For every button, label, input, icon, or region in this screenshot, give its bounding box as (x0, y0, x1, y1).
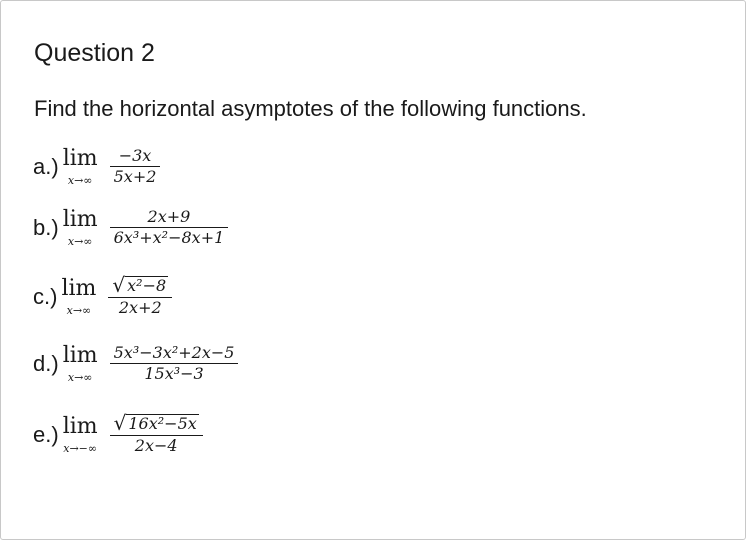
denominator: 2x+2 (118, 298, 162, 318)
numerator: −3x (118, 146, 152, 165)
limit-operator: lim x→∞ (62, 342, 98, 384)
fraction (110, 413, 203, 456)
problem-c (33, 275, 172, 318)
numerator: 2x+9 (147, 207, 191, 226)
limit-subscript: x→−∞ (63, 441, 98, 455)
limit-subscript: x→∞ (66, 303, 92, 317)
limit-subscript: x→∞ (67, 234, 93, 248)
problem-e (33, 413, 203, 456)
limit-operator: lim x→∞ (62, 206, 98, 248)
fraction (110, 146, 161, 187)
problem-label: d.) (33, 350, 59, 376)
question-instruction: Find the horizontal asymptotes of the following functions. (34, 96, 587, 121)
problem-d (33, 343, 238, 384)
denominator: 5x+2 (113, 167, 157, 187)
problem-label: c.) (33, 283, 58, 309)
problem-b (33, 207, 228, 248)
problem-label: b.) (33, 214, 59, 240)
square-root (114, 413, 199, 433)
limit-operator: lim x→∞ (61, 275, 97, 317)
numerator (110, 413, 203, 435)
denominator: 2x−4 (134, 436, 178, 456)
problem-label: e.) (33, 421, 59, 447)
radical-sign-icon: √ (113, 411, 127, 435)
fraction (110, 207, 229, 248)
denominator: 6x³+x²−8x+1 (113, 228, 225, 248)
limit-operator: lim x→−∞ (62, 413, 98, 455)
radicand: 16x²−5x (128, 414, 197, 433)
question-title: Question 2 (34, 39, 155, 67)
radical-sign-icon: √ (112, 273, 126, 297)
denominator: 15x³−3 (144, 364, 204, 384)
fraction (110, 343, 239, 384)
numerator (108, 275, 172, 297)
numerator: 5x³−3x²+2x−5 (113, 343, 235, 362)
limit-subscript: x→∞ (67, 370, 93, 384)
square-root (112, 275, 168, 295)
problem-a (33, 146, 160, 187)
limit-subscript: x→∞ (67, 173, 93, 187)
limit-operator: lim x→∞ (62, 145, 98, 187)
fraction (108, 275, 172, 318)
problem-label: a.) (33, 153, 59, 179)
radicand: x²−8 (127, 276, 167, 295)
